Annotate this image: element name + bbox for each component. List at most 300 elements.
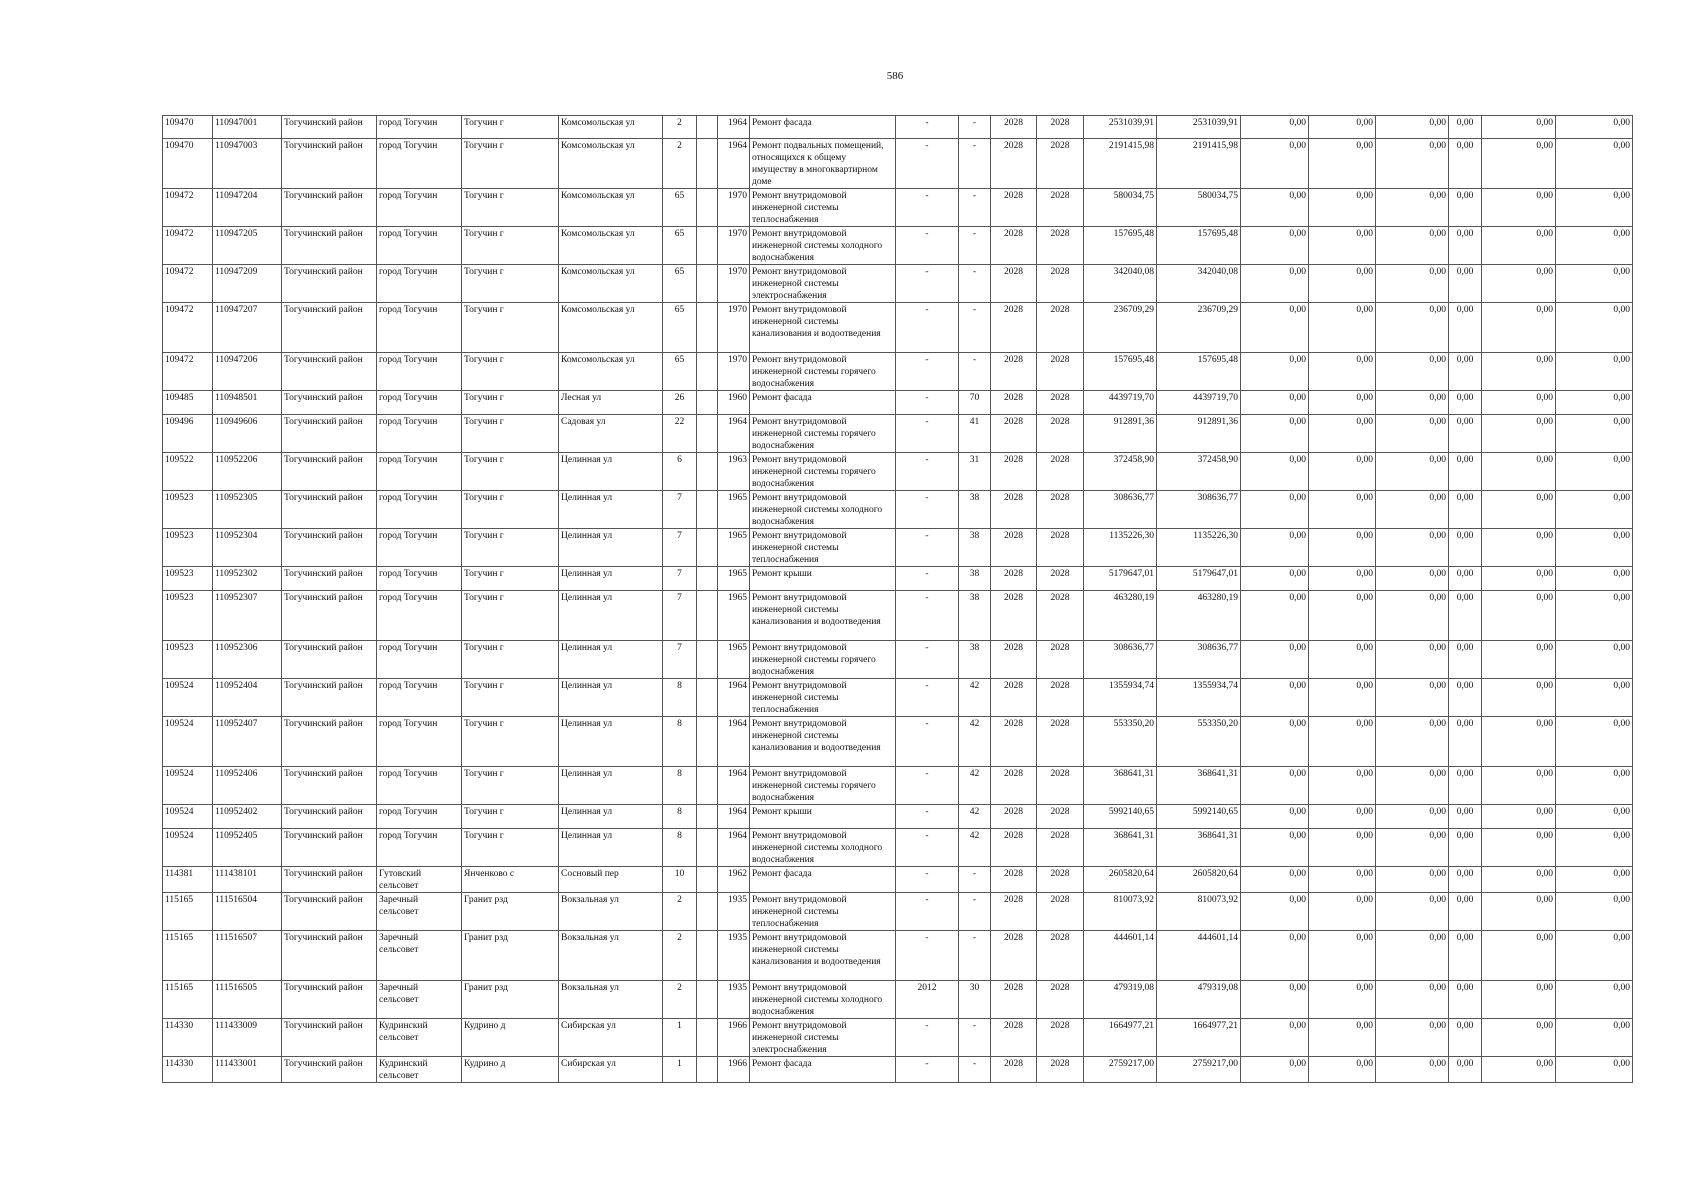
cell-cost: 2531039,91 bbox=[1084, 116, 1157, 139]
cell-b: 38 bbox=[959, 491, 991, 529]
cell-v5: 0,00 bbox=[1482, 265, 1556, 303]
cell-district: Тогучинский район bbox=[282, 139, 377, 189]
cell-b: 30 bbox=[959, 981, 991, 1019]
table-row bbox=[163, 227, 1633, 265]
cell-house: 65 bbox=[663, 353, 697, 391]
cell-code: 110947206 bbox=[213, 353, 282, 391]
cell-v3: 0,00 bbox=[1376, 981, 1449, 1019]
cell-y1: 2028 bbox=[991, 591, 1037, 641]
cell-total: 444601,14 bbox=[1157, 931, 1241, 981]
cell-y2: 2028 bbox=[1037, 829, 1084, 867]
cell-cost: 1355934,74 bbox=[1084, 679, 1157, 717]
cell-v5: 0,00 bbox=[1482, 981, 1556, 1019]
cell-code: 111433001 bbox=[213, 1057, 282, 1083]
cell-cost: 1135226,30 bbox=[1084, 529, 1157, 567]
cell-locality: Тогучин г bbox=[462, 227, 559, 265]
cell-district: Тогучинский район bbox=[282, 767, 377, 805]
cell-v4: 0,00 bbox=[1449, 867, 1482, 893]
table-row bbox=[163, 353, 1633, 391]
cell-v1: 0,00 bbox=[1241, 189, 1309, 227]
cell-total: 5179647,01 bbox=[1157, 567, 1241, 591]
cell-v6: 0,00 bbox=[1556, 867, 1633, 893]
repair-register-table bbox=[162, 115, 1633, 1083]
cell-code: 110952306 bbox=[213, 641, 282, 679]
table-row bbox=[163, 1019, 1633, 1057]
cell-extra bbox=[697, 353, 718, 391]
cell-v4: 0,00 bbox=[1449, 767, 1482, 805]
cell-municipality: город Тогучин bbox=[377, 491, 462, 529]
cell-district: Тогучинский район bbox=[282, 981, 377, 1019]
cell-v1: 0,00 bbox=[1241, 867, 1309, 893]
cell-v2: 0,00 bbox=[1309, 867, 1376, 893]
cell-code: 110948501 bbox=[213, 391, 282, 415]
cell-v4: 0,00 bbox=[1449, 591, 1482, 641]
cell-year: 1970 bbox=[718, 189, 750, 227]
cell-cost: 553350,20 bbox=[1084, 717, 1157, 767]
cell-work: Ремонт внутридомовой инженерной системы горячего водоснабжения bbox=[750, 767, 896, 805]
cell-id: 109524 bbox=[163, 717, 213, 767]
cell-v2: 0,00 bbox=[1309, 227, 1376, 265]
cell-a: - bbox=[896, 391, 959, 415]
cell-street: Целинная ул bbox=[559, 529, 663, 567]
cell-house: 65 bbox=[663, 265, 697, 303]
cell-district: Тогучинский район bbox=[282, 415, 377, 453]
cell-y1: 2028 bbox=[991, 981, 1037, 1019]
cell-id: 114381 bbox=[163, 867, 213, 893]
cell-y2: 2028 bbox=[1037, 591, 1084, 641]
cell-district: Тогучинский район bbox=[282, 453, 377, 491]
cell-municipality: Гутовский сельсовет bbox=[377, 867, 462, 893]
cell-district: Тогучинский район bbox=[282, 529, 377, 567]
cell-municipality: город Тогучин bbox=[377, 265, 462, 303]
cell-v3: 0,00 bbox=[1376, 139, 1449, 189]
cell-v3: 0,00 bbox=[1376, 679, 1449, 717]
cell-street: Комсомольская ул bbox=[559, 265, 663, 303]
cell-v2: 0,00 bbox=[1309, 453, 1376, 491]
cell-cost: 2605820,64 bbox=[1084, 867, 1157, 893]
cell-v4: 0,00 bbox=[1449, 189, 1482, 227]
cell-y1: 2028 bbox=[991, 139, 1037, 189]
cell-work: Ремонт внутридомовой инженерной системы холодного водоснабжения bbox=[750, 829, 896, 867]
cell-v4: 0,00 bbox=[1449, 227, 1482, 265]
cell-house: 65 bbox=[663, 227, 697, 265]
cell-year: 1964 bbox=[718, 829, 750, 867]
cell-municipality: Заречный сельсовет bbox=[377, 981, 462, 1019]
cell-v5: 0,00 bbox=[1482, 116, 1556, 139]
cell-v3: 0,00 bbox=[1376, 1019, 1449, 1057]
cell-district: Тогучинский район bbox=[282, 391, 377, 415]
cell-y1: 2028 bbox=[991, 391, 1037, 415]
cell-b: 38 bbox=[959, 567, 991, 591]
cell-cost: 912891,36 bbox=[1084, 415, 1157, 453]
cell-b: 42 bbox=[959, 767, 991, 805]
cell-house: 8 bbox=[663, 717, 697, 767]
cell-work: Ремонт внутридомовой инженерной системы электроснабжения bbox=[750, 1019, 896, 1057]
cell-municipality: Заречный сельсовет bbox=[377, 931, 462, 981]
cell-v6: 0,00 bbox=[1556, 116, 1633, 139]
cell-b: - bbox=[959, 1057, 991, 1083]
cell-v4: 0,00 bbox=[1449, 805, 1482, 829]
cell-v5: 0,00 bbox=[1482, 641, 1556, 679]
cell-work: Ремонт внутридомовой инженерной системы горячего водоснабжения bbox=[750, 641, 896, 679]
cell-district: Тогучинский район bbox=[282, 1057, 377, 1083]
cell-total: 463280,19 bbox=[1157, 591, 1241, 641]
cell-locality: Тогучин г bbox=[462, 265, 559, 303]
cell-locality: Тогучин г bbox=[462, 353, 559, 391]
cell-work: Ремонт внутридомовой инженерной системы холодного водоснабжения bbox=[750, 981, 896, 1019]
cell-work: Ремонт внутридомовой инженерной системы холодного водоснабжения bbox=[750, 227, 896, 265]
cell-y1: 2028 bbox=[991, 116, 1037, 139]
cell-a: - bbox=[896, 139, 959, 189]
cell-municipality: Заречный сельсовет bbox=[377, 893, 462, 931]
cell-v4: 0,00 bbox=[1449, 893, 1482, 931]
cell-v3: 0,00 bbox=[1376, 893, 1449, 931]
cell-district: Тогучинский район bbox=[282, 805, 377, 829]
cell-b: - bbox=[959, 931, 991, 981]
cell-v6: 0,00 bbox=[1556, 415, 1633, 453]
cell-a: - bbox=[896, 1019, 959, 1057]
cell-v1: 0,00 bbox=[1241, 529, 1309, 567]
cell-v1: 0,00 bbox=[1241, 391, 1309, 415]
table-row bbox=[163, 453, 1633, 491]
cell-a: - bbox=[896, 567, 959, 591]
cell-v1: 0,00 bbox=[1241, 116, 1309, 139]
cell-street: Комсомольская ул bbox=[559, 189, 663, 227]
cell-municipality: город Тогучин bbox=[377, 227, 462, 265]
cell-extra bbox=[697, 829, 718, 867]
cell-a: - bbox=[896, 931, 959, 981]
cell-y2: 2028 bbox=[1037, 189, 1084, 227]
cell-street: Целинная ул bbox=[559, 453, 663, 491]
cell-y1: 2028 bbox=[991, 1057, 1037, 1083]
cell-y2: 2028 bbox=[1037, 567, 1084, 591]
table-row bbox=[163, 491, 1633, 529]
cell-v6: 0,00 bbox=[1556, 641, 1633, 679]
cell-b: 42 bbox=[959, 679, 991, 717]
cell-year: 1965 bbox=[718, 529, 750, 567]
cell-code: 111433009 bbox=[213, 1019, 282, 1057]
cell-cost: 2191415,98 bbox=[1084, 139, 1157, 189]
cell-extra bbox=[697, 116, 718, 139]
cell-b: 70 bbox=[959, 391, 991, 415]
cell-id: 109522 bbox=[163, 453, 213, 491]
cell-v5: 0,00 bbox=[1482, 717, 1556, 767]
cell-v5: 0,00 bbox=[1482, 867, 1556, 893]
cell-street: Целинная ул bbox=[559, 767, 663, 805]
table-row bbox=[163, 641, 1633, 679]
cell-district: Тогучинский район bbox=[282, 353, 377, 391]
cell-y2: 2028 bbox=[1037, 391, 1084, 415]
cell-id: 109523 bbox=[163, 591, 213, 641]
cell-a: - bbox=[896, 303, 959, 353]
cell-id: 115165 bbox=[163, 893, 213, 931]
cell-v2: 0,00 bbox=[1309, 931, 1376, 981]
cell-v4: 0,00 bbox=[1449, 265, 1482, 303]
cell-v1: 0,00 bbox=[1241, 491, 1309, 529]
cell-a: - bbox=[896, 1057, 959, 1083]
cell-v4: 0,00 bbox=[1449, 453, 1482, 491]
cell-v1: 0,00 bbox=[1241, 767, 1309, 805]
cell-code: 110949606 bbox=[213, 415, 282, 453]
cell-y1: 2028 bbox=[991, 867, 1037, 893]
table-row bbox=[163, 931, 1633, 981]
cell-v2: 0,00 bbox=[1309, 353, 1376, 391]
cell-v2: 0,00 bbox=[1309, 1019, 1376, 1057]
cell-v5: 0,00 bbox=[1482, 767, 1556, 805]
cell-a: - bbox=[896, 227, 959, 265]
cell-year: 1964 bbox=[718, 767, 750, 805]
cell-house: 7 bbox=[663, 641, 697, 679]
cell-id: 109472 bbox=[163, 265, 213, 303]
cell-house: 8 bbox=[663, 679, 697, 717]
cell-y2: 2028 bbox=[1037, 529, 1084, 567]
cell-code: 110952307 bbox=[213, 591, 282, 641]
cell-street: Садовая ул bbox=[559, 415, 663, 453]
cell-y1: 2028 bbox=[991, 931, 1037, 981]
cell-street: Сосновый пер bbox=[559, 867, 663, 893]
cell-work: Ремонт внутридомовой инженерной системы холодного водоснабжения bbox=[750, 491, 896, 529]
cell-municipality: город Тогучин bbox=[377, 116, 462, 139]
cell-house: 7 bbox=[663, 591, 697, 641]
cell-code: 111516507 bbox=[213, 931, 282, 981]
cell-id: 109523 bbox=[163, 567, 213, 591]
cell-v2: 0,00 bbox=[1309, 981, 1376, 1019]
cell-b: - bbox=[959, 303, 991, 353]
cell-locality: Тогучин г bbox=[462, 717, 559, 767]
cell-v1: 0,00 bbox=[1241, 981, 1309, 1019]
cell-v5: 0,00 bbox=[1482, 453, 1556, 491]
cell-district: Тогучинский район bbox=[282, 679, 377, 717]
cell-street: Лесная ул bbox=[559, 391, 663, 415]
cell-b: - bbox=[959, 1019, 991, 1057]
cell-code: 111516505 bbox=[213, 981, 282, 1019]
cell-v3: 0,00 bbox=[1376, 189, 1449, 227]
cell-year: 1964 bbox=[718, 679, 750, 717]
cell-id: 109472 bbox=[163, 227, 213, 265]
cell-b: 38 bbox=[959, 591, 991, 641]
cell-total: 308636,77 bbox=[1157, 641, 1241, 679]
cell-y1: 2028 bbox=[991, 805, 1037, 829]
table-row bbox=[163, 805, 1633, 829]
cell-a: 2012 bbox=[896, 981, 959, 1019]
cell-year: 1935 bbox=[718, 893, 750, 931]
cell-id: 109472 bbox=[163, 353, 213, 391]
cell-v1: 0,00 bbox=[1241, 415, 1309, 453]
cell-street: Целинная ул bbox=[559, 491, 663, 529]
cell-y1: 2028 bbox=[991, 829, 1037, 867]
cell-code: 110947207 bbox=[213, 303, 282, 353]
cell-v2: 0,00 bbox=[1309, 1057, 1376, 1083]
cell-district: Тогучинский район bbox=[282, 931, 377, 981]
cell-b: 38 bbox=[959, 641, 991, 679]
cell-y1: 2028 bbox=[991, 529, 1037, 567]
cell-a: - bbox=[896, 867, 959, 893]
cell-y1: 2028 bbox=[991, 893, 1037, 931]
cell-y2: 2028 bbox=[1037, 353, 1084, 391]
cell-year: 1966 bbox=[718, 1019, 750, 1057]
cell-extra bbox=[697, 679, 718, 717]
cell-extra bbox=[697, 931, 718, 981]
table-row bbox=[163, 591, 1633, 641]
table-row bbox=[163, 717, 1633, 767]
cell-v3: 0,00 bbox=[1376, 227, 1449, 265]
cell-v4: 0,00 bbox=[1449, 353, 1482, 391]
cell-v5: 0,00 bbox=[1482, 931, 1556, 981]
cell-municipality: город Тогучин bbox=[377, 415, 462, 453]
cell-street: Комсомольская ул bbox=[559, 303, 663, 353]
cell-y2: 2028 bbox=[1037, 867, 1084, 893]
cell-district: Тогучинский район bbox=[282, 867, 377, 893]
cell-y2: 2028 bbox=[1037, 453, 1084, 491]
cell-b: - bbox=[959, 353, 991, 391]
cell-code: 110952404 bbox=[213, 679, 282, 717]
cell-locality: Гранит рзд bbox=[462, 981, 559, 1019]
cell-b: 38 bbox=[959, 529, 991, 567]
cell-v6: 0,00 bbox=[1556, 981, 1633, 1019]
cell-v4: 0,00 bbox=[1449, 1019, 1482, 1057]
cell-v4: 0,00 bbox=[1449, 641, 1482, 679]
cell-locality: Тогучин г bbox=[462, 829, 559, 867]
cell-v1: 0,00 bbox=[1241, 717, 1309, 767]
cell-v1: 0,00 bbox=[1241, 805, 1309, 829]
cell-v4: 0,00 bbox=[1449, 303, 1482, 353]
cell-year: 1964 bbox=[718, 415, 750, 453]
cell-code: 110952304 bbox=[213, 529, 282, 567]
cell-total: 4439719,70 bbox=[1157, 391, 1241, 415]
cell-a: - bbox=[896, 265, 959, 303]
cell-extra bbox=[697, 265, 718, 303]
cell-work: Ремонт внутридомовой инженерной системы электроснабжения bbox=[750, 265, 896, 303]
cell-total: 2531039,91 bbox=[1157, 116, 1241, 139]
cell-total: 2759217,00 bbox=[1157, 1057, 1241, 1083]
cell-district: Тогучинский район bbox=[282, 491, 377, 529]
cell-locality: Тогучин г bbox=[462, 189, 559, 227]
cell-district: Тогучинский район bbox=[282, 567, 377, 591]
cell-street: Вокзальная ул bbox=[559, 931, 663, 981]
cell-year: 1962 bbox=[718, 867, 750, 893]
cell-v5: 0,00 bbox=[1482, 491, 1556, 529]
cell-y2: 2028 bbox=[1037, 227, 1084, 265]
table-row bbox=[163, 829, 1633, 867]
cell-v2: 0,00 bbox=[1309, 139, 1376, 189]
cell-v2: 0,00 bbox=[1309, 189, 1376, 227]
cell-v4: 0,00 bbox=[1449, 139, 1482, 189]
table-body bbox=[163, 116, 1633, 1083]
cell-municipality: город Тогучин bbox=[377, 591, 462, 641]
cell-extra bbox=[697, 303, 718, 353]
table-row bbox=[163, 391, 1633, 415]
cell-v6: 0,00 bbox=[1556, 491, 1633, 529]
cell-extra bbox=[697, 1019, 718, 1057]
cell-extra bbox=[697, 981, 718, 1019]
cell-v6: 0,00 bbox=[1556, 717, 1633, 767]
cell-extra bbox=[697, 453, 718, 491]
cell-v6: 0,00 bbox=[1556, 303, 1633, 353]
cell-work: Ремонт крыши bbox=[750, 805, 896, 829]
cell-street: Целинная ул bbox=[559, 679, 663, 717]
cell-locality: Кудрино д bbox=[462, 1019, 559, 1057]
cell-work: Ремонт внутридомовой инженерной системы теплоснабжения bbox=[750, 529, 896, 567]
cell-district: Тогучинский район bbox=[282, 829, 377, 867]
cell-street: Комсомольская ул bbox=[559, 139, 663, 189]
cell-total: 2605820,64 bbox=[1157, 867, 1241, 893]
cell-y1: 2028 bbox=[991, 303, 1037, 353]
cell-total: 912891,36 bbox=[1157, 415, 1241, 453]
cell-code: 110952406 bbox=[213, 767, 282, 805]
cell-id: 109523 bbox=[163, 529, 213, 567]
cell-locality: Тогучин г bbox=[462, 116, 559, 139]
cell-district: Тогучинский район bbox=[282, 116, 377, 139]
cell-total: 372458,90 bbox=[1157, 453, 1241, 491]
cell-cost: 342040,08 bbox=[1084, 265, 1157, 303]
cell-v4: 0,00 bbox=[1449, 829, 1482, 867]
cell-street: Сибирская ул bbox=[559, 1019, 663, 1057]
cell-a: - bbox=[896, 767, 959, 805]
cell-extra bbox=[697, 591, 718, 641]
cell-code: 110952402 bbox=[213, 805, 282, 829]
cell-id: 109472 bbox=[163, 303, 213, 353]
cell-locality: Тогучин г bbox=[462, 453, 559, 491]
cell-y2: 2028 bbox=[1037, 116, 1084, 139]
cell-house: 8 bbox=[663, 805, 697, 829]
cell-locality: Тогучин г bbox=[462, 303, 559, 353]
cell-code: 110952206 bbox=[213, 453, 282, 491]
cell-v6: 0,00 bbox=[1556, 1019, 1633, 1057]
table-row bbox=[163, 867, 1633, 893]
cell-v5: 0,00 bbox=[1482, 591, 1556, 641]
cell-v2: 0,00 bbox=[1309, 529, 1376, 567]
cell-house: 2 bbox=[663, 931, 697, 981]
cell-y1: 2028 bbox=[991, 679, 1037, 717]
cell-y2: 2028 bbox=[1037, 491, 1084, 529]
cell-street: Целинная ул bbox=[559, 829, 663, 867]
cell-id: 109524 bbox=[163, 767, 213, 805]
cell-locality: Тогучин г bbox=[462, 491, 559, 529]
cell-locality: Тогучин г bbox=[462, 391, 559, 415]
table-row bbox=[163, 139, 1633, 189]
cell-locality: Тогучин г bbox=[462, 415, 559, 453]
cell-cost: 810073,92 bbox=[1084, 893, 1157, 931]
cell-y2: 2028 bbox=[1037, 981, 1084, 1019]
cell-year: 1964 bbox=[718, 805, 750, 829]
cell-house: 65 bbox=[663, 189, 697, 227]
cell-total: 308636,77 bbox=[1157, 491, 1241, 529]
cell-b: - bbox=[959, 265, 991, 303]
cell-municipality: Кудринский сельсовет bbox=[377, 1057, 462, 1083]
cell-locality: Тогучин г bbox=[462, 805, 559, 829]
cell-locality: Тогучин г bbox=[462, 641, 559, 679]
page-number: 586 bbox=[886, 70, 904, 82]
cell-municipality: город Тогучин bbox=[377, 529, 462, 567]
cell-street: Сибирская ул bbox=[559, 1057, 663, 1083]
cell-work: Ремонт внутридомовой инженерной системы канализования и водоотведения bbox=[750, 303, 896, 353]
cell-a: - bbox=[896, 453, 959, 491]
cell-code: 110947209 bbox=[213, 265, 282, 303]
cell-locality: Гранит рзд bbox=[462, 931, 559, 981]
cell-v2: 0,00 bbox=[1309, 767, 1376, 805]
cell-house: 7 bbox=[663, 567, 697, 591]
cell-v3: 0,00 bbox=[1376, 116, 1449, 139]
cell-cost: 236709,29 bbox=[1084, 303, 1157, 353]
cell-v2: 0,00 bbox=[1309, 679, 1376, 717]
cell-total: 368641,31 bbox=[1157, 767, 1241, 805]
cell-code: 110952305 bbox=[213, 491, 282, 529]
cell-v4: 0,00 bbox=[1449, 415, 1482, 453]
cell-b: 42 bbox=[959, 805, 991, 829]
cell-street: Целинная ул bbox=[559, 567, 663, 591]
cell-house: 8 bbox=[663, 767, 697, 805]
cell-street: Комсомольская ул bbox=[559, 227, 663, 265]
